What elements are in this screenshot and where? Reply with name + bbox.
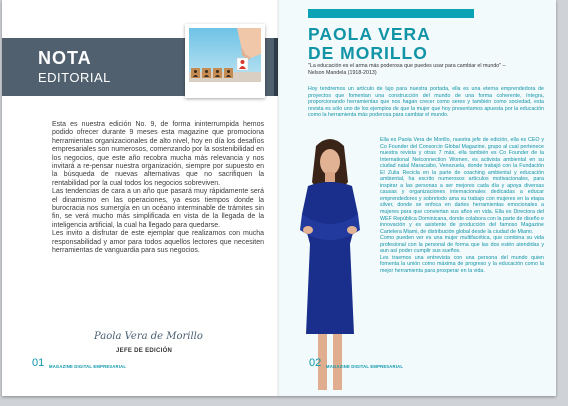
quote-text: "La educación es el arma más poderosa que puedes usar para cambiar el mundo" – xyxy=(308,63,506,69)
left-page xyxy=(2,0,278,396)
footer-label: MAGAZINE DIGITAL EMPRESARIAL xyxy=(326,364,404,369)
banner-subtitle: EDITORIAL xyxy=(38,70,111,85)
editorial-paragraph: Las tendencias de cara a un año que pasará muy rápidamente será el dinamismo en las operaciones, ya esos tiempos donde la burocracia nos sumergía en un océano interminable de trámites sin fin, se verá mucho más simplificada en vista de la llegada de la inteligencia artificial, la cual ha llegado para quedarse. xyxy=(52,188,264,229)
signature: Paola Vera de Morillo xyxy=(94,331,203,342)
feature-paragraph: Como pueden ver es una mujer multifacética, que combina su vida profesional con la personal de forma que las dos estén atendidas y aun así poder cumplir sus sueños. xyxy=(380,235,544,255)
signature-role: JEFE DE EDICIÓN xyxy=(116,348,173,354)
feature-paragraph: Les traemos una entrevista con una persona del mundo quien fomenta la unión como máxima de progreso y la educación como la mejor herramienta para prosperar en la vida. xyxy=(380,254,544,274)
editorial-text xyxy=(52,121,264,256)
feature-text xyxy=(380,137,544,274)
magazine-spread xyxy=(2,0,556,396)
page-number: 02 xyxy=(309,357,322,369)
top-accent-bar xyxy=(308,9,474,18)
banner-title: NOTA xyxy=(38,48,92,68)
quote xyxy=(308,63,544,76)
page-fold xyxy=(277,0,280,396)
feature-title-line2: DE MORILLO xyxy=(308,43,428,63)
portrait-photo xyxy=(278,134,380,396)
feature-paragraph: Ella es Paola Vera de Morillo, nuestra jefe de edición, ella es CEO y Co Founder del Consorcio Global Magazine, grupo al cual pertenece nuestra revista y otras 7 más, ella también es Co Founder de la International Netconnection Women, es activista ambiental en su ciudad natal Maracaibo, Venezuela, donde trabajó con la Fundación El Zulia Recicla en la parte de coaching ambiental y educación ambiental, ha escrito numerosos artículos motivacionales, para inspirar a las personas a ser mejores cada día y apoya diversas causas y organizaciones internacionales dedicadas a educar emprendedores y sobretodo ama su trabajo con mujeres en la etapa silver, donde se enfoca en darles herramientas emocionales a mujeres para que conviertan sus años en vida. Ella es Directora del WEF República Dominicana, donde colabora con la parte de diseño e innovación y es asistente de producción del famoso Magazine Cartelera Miami, de distribución global desde la ciudad de Miami. xyxy=(380,137,544,235)
intro-text xyxy=(308,86,544,119)
right-page xyxy=(278,0,556,396)
editorial-paragraph: Les invito a disfrutar de este ejemplar que realizamos con mucha responsabilidad y amor para todos aquellos lectores que necesiten herramientas de vanguardia para sus negocios. xyxy=(52,230,264,255)
editorial-paragraph: Esta es nuestra edición No. 9, de forma ininterrumpida hemos podido ofrecer durante 9 meses esta magazine que promociona herramientas organizacionales de alto nivel, hoy en día los desafíos empresariales son numerosos, comenzando por la sostenibilidad en los negocios, que este año recobra mucha más relevancia y nos invitará a re-pensar nuestra organización, siempre por supuesto en la búsqueda de nuevas alternativas que no sacrifiquen la rentabilidad por la cual todos los negocios sobreviven. xyxy=(52,121,264,187)
feature-title-line1: PAOLA VERA xyxy=(308,24,431,44)
footer-label: MAGAZINE DIGITAL EMPRESARIAL xyxy=(49,364,127,369)
page-number: 01 xyxy=(32,357,45,369)
people-blocks-photo xyxy=(185,24,265,98)
quote-author: Nelson Mandela (1918-2013) xyxy=(308,69,377,76)
intro-paragraph: Hoy tendremos un artículo de lujo para nuestra portada, ella es una eterna emprendedora de proyectos que fomentan una construcción del mundo de una forma coherente, íntegra, proporcionando herramientas que nos hagan crecer como seres y también como sociedad, esta revista es sólo uno de los ejemplos de que la mujer que hoy presentamos apuesta por la educación como la herramienta más poderosa para cambiar el mundo. xyxy=(308,86,544,119)
